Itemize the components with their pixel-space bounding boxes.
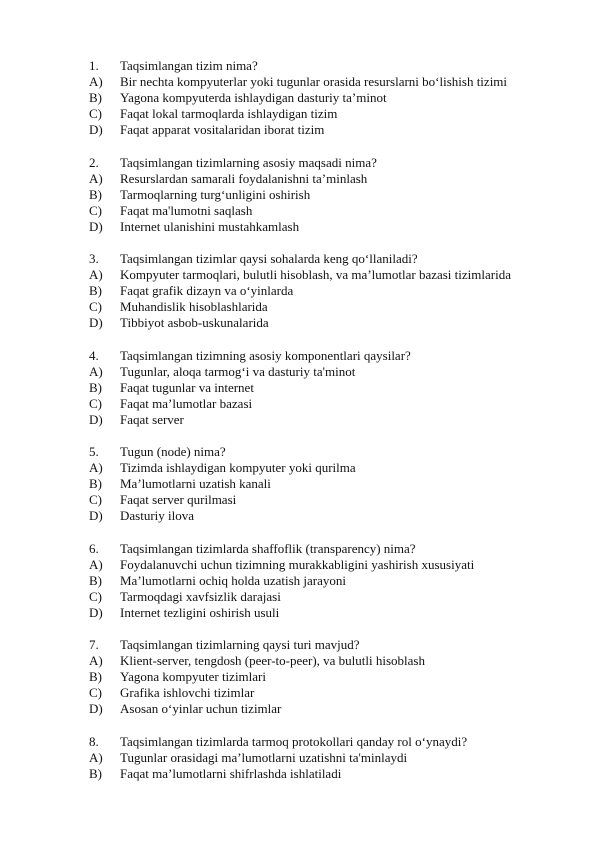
answer-option bbox=[0, 106, 596, 122]
question-number: 2. bbox=[89, 154, 99, 170]
option-text: Faqat ma’lumotlarni shifrlashda ishlatiladi bbox=[120, 765, 342, 781]
option-letter: A) bbox=[89, 267, 103, 283]
question-number: 3. bbox=[89, 251, 99, 266]
question-line bbox=[0, 541, 596, 557]
option-text: Internet tezligini oshirish usuli bbox=[120, 604, 280, 620]
answer-option bbox=[0, 766, 596, 782]
option-text: Bir nechta kompyuterlar yoki tugunlar orasida resurslarni bo‘lishish tizimi bbox=[120, 74, 508, 90]
answer-option bbox=[0, 396, 596, 412]
option-text: Klient-server, tengdosh (peer-to-peer), va bulutli hisoblash bbox=[120, 653, 425, 669]
answer-option bbox=[0, 74, 596, 90]
option-letter: A) bbox=[89, 170, 103, 186]
question-text: Tugun (node) nima? bbox=[120, 444, 226, 459]
answer-option bbox=[0, 412, 596, 428]
option-letter: C) bbox=[89, 685, 102, 701]
option-letter: A) bbox=[89, 74, 103, 90]
question-line bbox=[0, 734, 596, 750]
option-text: Yagona kompyuterda ishlaydigan dasturiy ta’minot bbox=[120, 90, 387, 106]
option-text: Ma’lumotlarni uzatish kanali bbox=[120, 476, 271, 492]
question-line bbox=[0, 637, 596, 653]
option-text: Faqat server qurilmasi bbox=[120, 492, 237, 508]
answer-option bbox=[0, 685, 596, 701]
option-text: Faqat ma’lumotlar bazasi bbox=[120, 395, 253, 411]
option-text: Foydalanuvchi uchun tizimning murakkabligini yashirish xususiyati bbox=[120, 556, 475, 572]
answer-option bbox=[0, 380, 596, 396]
option-letter: D) bbox=[89, 604, 103, 620]
question-number: 8. bbox=[89, 733, 99, 749]
answer-option bbox=[0, 476, 596, 492]
option-letter: C) bbox=[89, 106, 102, 122]
question-text: Taqsimlangan tizimning asosiy komponentlari qaysilar? bbox=[120, 347, 411, 363]
option-text: Asosan o‘yinlar uchun tizimlar bbox=[120, 701, 282, 717]
answer-option bbox=[0, 267, 596, 283]
option-text: Grafika ishlovchi tizimlar bbox=[120, 685, 255, 701]
option-letter: D) bbox=[89, 411, 103, 427]
option-text: Faqat ma'lumotni saqlash bbox=[120, 202, 253, 218]
option-text: Tugunlar orasidagi ma’lumotlarni uzatishni ta'minlaydi bbox=[120, 749, 408, 765]
answer-option bbox=[0, 750, 596, 766]
answer-option bbox=[0, 283, 596, 299]
option-letter: D) bbox=[89, 508, 103, 524]
answer-option bbox=[0, 460, 596, 476]
option-text: Kompyuter tarmoqlari, bulutli hisoblash, va ma’lumotlar bazasi tizimlarida bbox=[120, 267, 511, 283]
question-number: 4. bbox=[89, 347, 99, 363]
option-text: Faqat lokal tarmoqlarda ishlaydigan tizim bbox=[120, 106, 338, 122]
option-letter: D) bbox=[89, 218, 103, 234]
option-text: Ma’lumotlarni ochiq holda uzatish jarayoni bbox=[120, 572, 346, 588]
answer-option bbox=[0, 508, 596, 524]
question-line bbox=[0, 348, 596, 364]
answer-option bbox=[0, 701, 596, 717]
question-text: Taqsimlangan tizim nima? bbox=[120, 58, 258, 73]
option-letter: A) bbox=[89, 363, 103, 379]
option-text: Faqat tugunlar va internet bbox=[120, 379, 254, 395]
answer-option bbox=[0, 669, 596, 685]
option-letter: A) bbox=[89, 460, 103, 476]
question-number: 1. bbox=[89, 58, 99, 73]
option-letter: B) bbox=[89, 379, 102, 395]
option-letter: B) bbox=[89, 765, 102, 781]
answer-option bbox=[0, 653, 596, 669]
option-text: Yagona kompyuter tizimlari bbox=[120, 669, 266, 685]
option-letter: B) bbox=[89, 90, 102, 106]
option-letter: A) bbox=[89, 556, 103, 572]
answer-option bbox=[0, 299, 596, 315]
option-text: Dasturiy ilova bbox=[120, 508, 195, 524]
option-text: Internet ulanishini mustahkamlash bbox=[120, 218, 300, 234]
option-text: Tizimda ishlaydigan kompyuter yoki qurilma bbox=[120, 460, 356, 476]
answer-option bbox=[0, 573, 596, 589]
answer-option bbox=[0, 203, 596, 219]
option-text: Faqat server bbox=[120, 411, 184, 427]
option-letter: B) bbox=[89, 572, 102, 588]
answer-option bbox=[0, 364, 596, 380]
option-text: Tugunlar, aloqa tarmog‘i va dasturiy ta'minot bbox=[120, 363, 356, 379]
option-letter: A) bbox=[89, 749, 103, 765]
option-text: Resurslardan samarali foydalanishni ta’minlash bbox=[120, 170, 368, 186]
option-letter: C) bbox=[89, 395, 102, 411]
answer-option bbox=[0, 605, 596, 621]
answer-option bbox=[0, 90, 596, 106]
option-letter: B) bbox=[89, 283, 102, 299]
option-letter: C) bbox=[89, 202, 102, 218]
answer-option bbox=[0, 122, 596, 138]
question-line bbox=[0, 444, 596, 460]
option-letter: C) bbox=[89, 492, 102, 508]
question-number: 7. bbox=[89, 637, 99, 652]
option-letter: D) bbox=[89, 315, 103, 331]
question-text: Taqsimlangan tizimlarning asosiy maqsadi nima? bbox=[120, 154, 377, 170]
question-line bbox=[0, 155, 596, 171]
option-letter: C) bbox=[89, 299, 102, 315]
option-letter: B) bbox=[89, 476, 102, 492]
answer-option bbox=[0, 315, 596, 331]
answer-option bbox=[0, 557, 596, 573]
question-number: 5. bbox=[89, 444, 99, 459]
question-text: Taqsimlangan tizimlarda shaffoflik (transparency) nima? bbox=[120, 540, 416, 556]
option-letter: A) bbox=[89, 653, 103, 669]
answer-option bbox=[0, 219, 596, 235]
question-text: Taqsimlangan tizimlarning qaysi turi mavjud? bbox=[120, 637, 360, 652]
option-letter: C) bbox=[89, 588, 102, 604]
question-line bbox=[0, 58, 596, 74]
option-letter: B) bbox=[89, 186, 102, 202]
option-text: Tarmoqdagi xavfsizlik darajasi bbox=[120, 588, 281, 604]
answer-option bbox=[0, 187, 596, 203]
option-text: Tibbiyot asbob-uskunalarida bbox=[120, 315, 269, 331]
option-text: Faqat grafik dizayn va o‘yinlarda bbox=[120, 283, 294, 299]
answer-option bbox=[0, 589, 596, 605]
option-text: Tarmoqlarning turg‘unligini oshirish bbox=[120, 186, 311, 202]
option-text: Muhandislik hisoblashlarida bbox=[120, 299, 268, 315]
answer-option bbox=[0, 492, 596, 508]
option-text: Faqat apparat vositalaridan iborat tizim bbox=[120, 122, 325, 138]
option-letter: B) bbox=[89, 669, 102, 685]
question-number: 6. bbox=[89, 540, 99, 556]
question-text: Taqsimlangan tizimlar qaysi sohalarda keng qo‘llaniladi? bbox=[120, 251, 418, 266]
option-letter: D) bbox=[89, 122, 103, 138]
question-line bbox=[0, 251, 596, 267]
question-text: Taqsimlangan tizimlarda tarmoq protokollari qanday rol o‘ynaydi? bbox=[120, 733, 468, 749]
answer-option bbox=[0, 171, 596, 187]
option-letter: D) bbox=[89, 701, 103, 717]
